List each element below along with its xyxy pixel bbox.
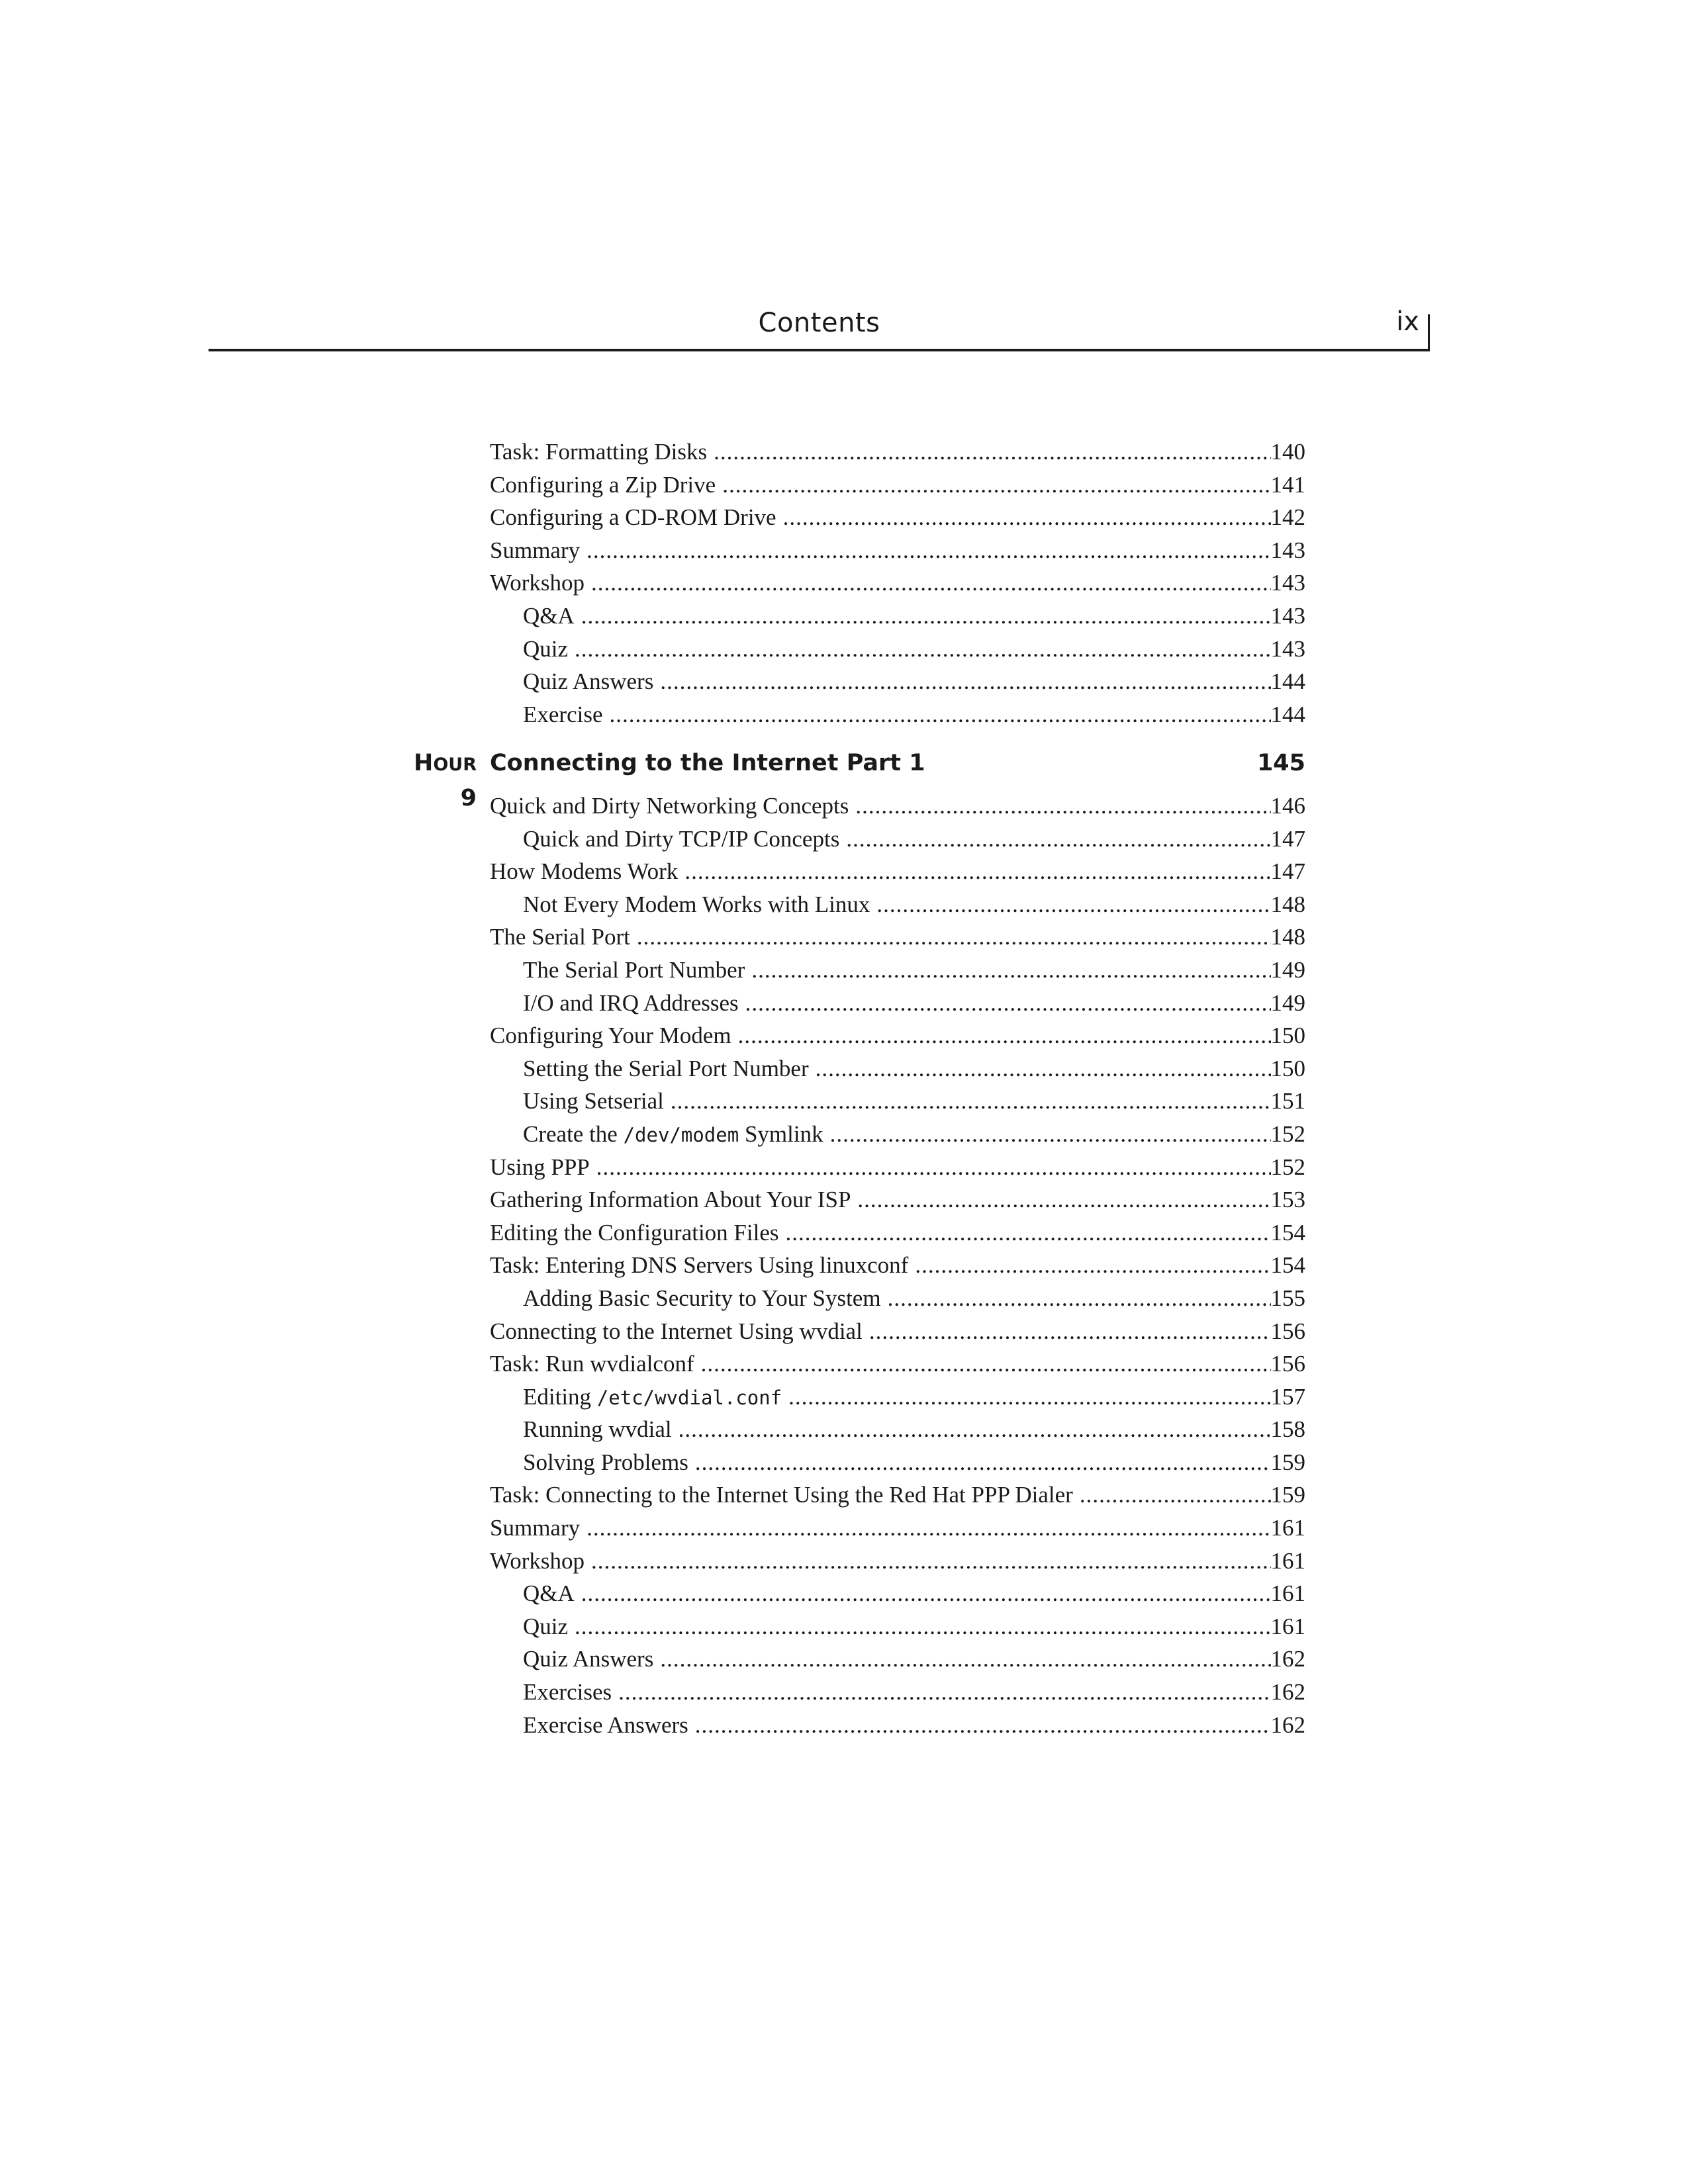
toc-entry-text: Configuring a CD-ROM Drive [490,504,776,531]
toc-entry-page: 146 [1270,793,1305,819]
dot-leader [591,567,1270,600]
dot-leader [738,1019,1271,1052]
toc-entry-page: 141 [1270,471,1305,498]
toc-entry-label [490,1151,596,1184]
toc-entry-label [523,888,876,921]
chapter-page: 145 [1256,750,1305,776]
toc-entry [490,1676,1305,1709]
toc-entry-code: /etc/wvdial.conf [596,1386,782,1409]
toc-entry-text: Task: Run wvdialconf [490,1351,694,1377]
toc-entry-page: 151 [1270,1088,1305,1115]
toc-entry-page: 148 [1270,924,1305,950]
toc-entry-text: Exercise [523,701,603,727]
toc-entry-text: Quiz Answers [523,668,654,695]
toc-entry [490,1709,1305,1742]
toc-list-hour-9 [490,790,1305,1741]
toc-entry-label [490,567,591,600]
toc-entry-text: Editing the Configuration Files [490,1219,779,1246]
dot-leader [586,534,1270,567]
dot-leader [1080,1479,1271,1512]
toc-entry-page: 152 [1270,1154,1305,1180]
toc-entry [490,1545,1305,1578]
toc-entry-label [490,1216,786,1250]
toc-entry [490,600,1305,633]
dot-leader [857,1183,1270,1216]
dot-leader [695,1709,1271,1742]
toc-entry-label [523,1413,679,1446]
toc-entry [490,1643,1305,1676]
toc-entry-label [523,1709,695,1742]
toc-entry-page: 147 [1270,825,1305,852]
toc-entry-page: 153 [1270,1187,1305,1213]
dot-leader [609,698,1270,731]
running-header [209,301,1430,351]
toc-entry-page: 157 [1270,1383,1305,1410]
header-rule-tick [1428,314,1430,351]
toc-entry-label [490,1479,1080,1512]
toc-entry-text: Summary [490,537,581,563]
toc-entry-label [490,921,637,954]
toc-entry [490,1413,1305,1446]
dot-leader [783,501,1271,534]
toc-entry-label [523,1643,660,1676]
toc-entry-label [490,1512,586,1545]
toc-list-continued [490,435,1305,731]
toc-entry-text: Running wvdial [523,1416,672,1443]
chapter-label-initial: H [414,750,434,776]
toc-entry-text: Setting the Serial Port Number [523,1055,809,1081]
toc-entry-page: 158 [1270,1416,1305,1443]
toc-entry-page: 147 [1270,858,1305,885]
toc-entry-label [490,435,714,469]
toc-entry-text: Connecting to the Internet Using wvdial [490,1318,863,1344]
toc-entry-text: Using PPP [490,1154,590,1180]
toc-entry-label [523,698,609,731]
toc-entry-label [523,1446,695,1479]
toc-entry-page: 150 [1270,1055,1305,1081]
dot-leader [575,1610,1270,1643]
dot-leader [701,1347,1271,1381]
toc-entry-text: Exercises [523,1679,612,1706]
dot-leader [876,888,1270,921]
toc-entry-label [490,1019,738,1052]
chapter-label-rest: OUR [433,754,477,775]
dot-leader [745,987,1271,1020]
toc-entry-text: Using Setserial [523,1088,664,1115]
dot-leader [714,435,1270,469]
toc-entry-label [490,1545,591,1578]
toc-entry [490,1118,1305,1151]
toc-entry-text: Quiz Answers [523,1646,654,1672]
dot-leader [816,1052,1271,1085]
toc-entry-text: Workshop [490,1547,585,1574]
toc-entry [490,1446,1305,1479]
toc-entry [490,1249,1305,1282]
toc-entry [490,954,1305,987]
dot-leader [596,1151,1271,1184]
toc-entry-page: 156 [1270,1351,1305,1377]
toc-entry-page: 152 [1270,1120,1305,1147]
toc-entry [490,1216,1305,1250]
dot-leader [586,1512,1270,1545]
dot-leader [591,1545,1270,1578]
dot-leader [888,1282,1271,1315]
dot-leader [581,600,1271,633]
toc-entry [490,1315,1305,1348]
toc-entry [490,790,1305,823]
toc-entry-page: 161 [1270,1580,1305,1607]
toc-entry-text: Quiz [523,1613,569,1639]
chapter-title: Connecting to the Internet Part 1 [490,750,925,776]
toc-entry-page: 142 [1270,504,1305,531]
toc-entry-text: Exercise Answers [523,1711,688,1738]
toc-entry-page: 154 [1270,1219,1305,1246]
toc-entry-page: 143 [1270,537,1305,563]
toc-entry-label [523,987,745,1020]
toc-entry-text: Summary [490,1515,581,1541]
toc-entry [490,921,1305,954]
dot-leader [679,1413,1271,1446]
dot-leader [855,790,1270,823]
toc-entry-text: I/O and IRQ Addresses [523,989,739,1016]
toc-entry-text: Configuring Your Modem [490,1023,731,1049]
toc-entry-label [523,1118,830,1152]
dot-leader [575,633,1270,666]
toc-entry-text: Q&A [523,602,575,629]
toc-entry-page: 162 [1270,1679,1305,1706]
toc-entry [490,888,1305,921]
toc-entry-label [523,1577,581,1610]
toc-entry-label [523,665,660,698]
toc-entry-label [523,1676,618,1709]
toc-entry-text: The Serial Port [490,924,630,950]
toc-entry-page: 159 [1270,1482,1305,1508]
toc-entry-label [523,600,581,633]
toc-entry-label [490,1347,701,1381]
running-header-title: Contents [758,308,880,338]
dot-leader [786,1216,1271,1250]
toc-entry-page: 143 [1270,635,1305,662]
toc-entry [490,1085,1305,1118]
toc-entry-text: How Modems Work [490,858,679,885]
toc-entry [490,1347,1305,1381]
dot-leader [671,1085,1271,1118]
toc-entry [490,534,1305,567]
toc-entry [490,501,1305,534]
toc-entry-page: 143 [1270,570,1305,596]
toc-entry [490,698,1305,731]
toc-entry [490,1479,1305,1512]
toc-entry-label [490,790,855,823]
toc-entry [490,567,1305,600]
toc-entry [490,1577,1305,1610]
toc-entry-page: 161 [1270,1613,1305,1639]
toc-entry-text: Gathering Information About Your ISP [490,1187,851,1213]
toc-entry-page: 155 [1270,1285,1305,1311]
toc-entry [490,1512,1305,1545]
dot-leader [581,1577,1271,1610]
dot-leader [869,1315,1271,1348]
toc-entry-label [490,534,586,567]
dot-leader [660,1643,1270,1676]
toc-entry-page: 161 [1270,1515,1305,1541]
toc-entry-label [523,1282,888,1315]
toc-entry-label [490,1315,869,1348]
toc-entry-text: Task: Formatting Disks [490,439,708,465]
toc-entry-label [490,855,684,888]
dot-leader [846,823,1270,856]
toc-entry-page: 140 [1270,439,1305,465]
dot-leader [660,665,1270,698]
toc-entry-text: Not Every Modem Works with Linux [523,891,870,917]
toc-entry [490,1381,1305,1414]
toc-entry [490,1151,1305,1184]
toc-entry [490,1052,1305,1085]
toc-entry-page: 159 [1270,1449,1305,1475]
toc-entry [490,1183,1305,1216]
page-number: ix [1396,306,1419,337]
toc-entry-text: Quiz [523,635,569,662]
toc-entry [490,987,1305,1020]
dot-leader [618,1676,1270,1709]
toc-entry-label [490,1249,915,1282]
toc-entry-page: 156 [1270,1318,1305,1344]
toc-entry-page: 162 [1270,1711,1305,1738]
toc-entry-label [490,469,722,502]
toc-entry-label [490,1183,857,1216]
toc-entry-page: 143 [1270,602,1305,629]
toc-entry-label [523,1085,671,1118]
toc-entry-label [523,1052,816,1085]
toc-entry-text: Solving Problems [523,1449,688,1475]
dot-leader [830,1118,1271,1151]
toc-entry [490,823,1305,856]
toc-entry-label [523,1610,575,1643]
toc-entry-label [490,501,783,534]
toc-entry-text: Configuring a Zip Drive [490,471,716,498]
toc-entry-label [523,823,846,856]
toc-entry-code: /dev/modem [623,1123,739,1146]
toc-entry-text: The Serial Port Number [523,956,745,983]
toc-entry-text: Task: Entering DNS Servers Using linuxconf [490,1252,909,1279]
toc-entry-text: Editing [523,1383,597,1410]
toc-entry-page: 144 [1270,701,1305,727]
dot-leader [788,1381,1270,1414]
chapter-number-label [391,747,477,815]
toc-entry-text: Quick and Dirty Networking Concepts [490,793,849,819]
toc-entry-page: 154 [1270,1252,1305,1279]
toc-entry [490,665,1305,698]
dot-leader [684,855,1270,888]
dot-leader [751,954,1270,987]
toc-entry [490,633,1305,666]
toc-entry-page: 161 [1270,1547,1305,1574]
toc-entry-page: 162 [1270,1646,1305,1672]
toc-entry [490,435,1305,469]
dot-leader [695,1446,1271,1479]
toc-entry-page: 144 [1270,668,1305,695]
toc-entry [490,1019,1305,1052]
toc-entry-label [523,633,575,666]
toc-entry-page: 148 [1270,891,1305,917]
toc-entry-text: Quick and Dirty TCP/IP Concepts [523,825,840,852]
dot-leader [637,921,1271,954]
toc-entry-page: 149 [1270,956,1305,983]
toc-entry-text-after: Symlink [739,1120,823,1147]
toc-entry-text: Adding Basic Security to Your System [523,1285,881,1311]
toc-entry-label [523,1381,788,1415]
toc-entry [490,1610,1305,1643]
dot-leader [915,1249,1270,1282]
toc-entry-page: 150 [1270,1023,1305,1049]
toc-entry-page: 149 [1270,989,1305,1016]
toc-entry [490,1282,1305,1315]
toc-entry-text: Workshop [490,570,585,596]
toc-entry-label [523,954,751,987]
toc-entry [490,855,1305,888]
toc-entry-text: Create the [523,1120,624,1147]
chapter-number: 9 [460,785,477,811]
toc-entry-text: Q&A [523,1580,575,1607]
toc-entry-text: Task: Connecting to the Internet Using the Red Hat PPP Dialer [490,1482,1073,1508]
dot-leader [722,469,1270,502]
toc-entry [490,469,1305,502]
